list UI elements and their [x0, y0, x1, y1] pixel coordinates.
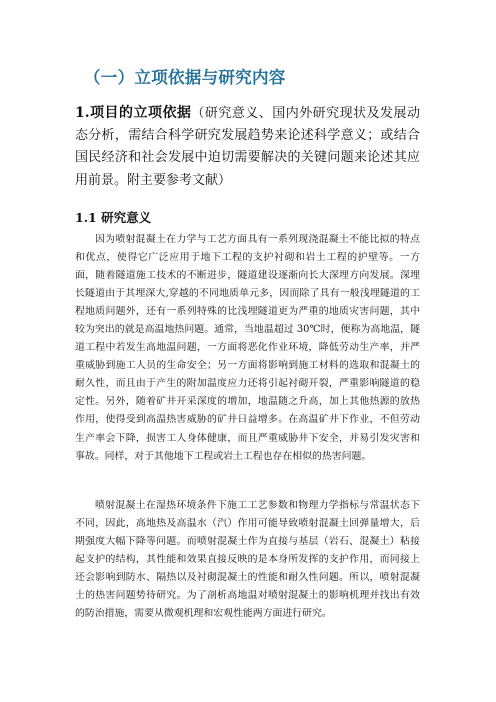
body-paragraph: 喷射混凝土在湿热环境条件下施工工艺参数和物理力学指标与常温状态下不同，因此，高地热及高温水（汽）作用可能导致喷射混凝土回弹量增大，后期强度大幅下降等问题。而喷射混凝土作为直接与基层（岩石、混凝土）粘接起支护的结构，其性能和效果直接反映的是本身所发挥的支护作用，而同接上还会影响到防水、隔热以及衬砌混凝土的性能和耐久性问题。所以，喷射混凝土的热害问题势待研究。为了剖析高地温对喷射混凝土的影响机理并找出有效的防治措施，需要从微观机理和宏观性能两方面进行研究。: [75, 500, 420, 620]
section-title: （一）立项依据与研究内容: [84, 68, 286, 87]
subsection-title: 1.1 研究意义: [75, 210, 152, 225]
lead-heading: 1.项目的立项依据: [75, 105, 192, 121]
lead-paragraph: [75, 102, 420, 192]
lead-text: （研究意义、国内外研究现状及发展动态分析，需结合科学研究发展趋势来论述科学意义；或结合国民经济和社会发展中迫切需要解决的关键问题来论述其应用前景。附主要参考文献）: [75, 106, 420, 188]
body-paragraph: 因为喷射混凝土在力学与工艺方面具有一系列现浇混凝土不能比拟的特点和优点，使得它广泛应用于地下工程的支护衬砌和岩土工程的护壁等。一方面，随着隧道施工技术的不断进步，隧道建设逐渐向长大深埋方向发展。深埋长隧道由于其埋深大,穿越的不同地质单元多，因而除了具有一般浅埋隧道的工程地质问题外，还有一系列特殊的比浅埋隧道更为严重的地质灾害问题，其中较为突出的就是高温地热问题。通常，当地温超过 30℃时，便称为高地温，隧道工程中若发生高地温问题，一方面将恶化作业环境，降低劳动生产率，并严重威胁到施工人员的生命安全；另一方面将影响到施工材料的选取和混凝土的耐久性，而且由于产生的附加温度应力还将引起衬砌开裂，严重影响隧道的稳定性。另外，随着矿井开采深度的增加，地温随之升高，加上其他热源的放热作用，使得受到高温热害威胁的矿井日益增多。在高温矿井下作业，不但劳动生产率会下降，损害工人身体健康，而且严重威胁井下安全，并易引发灾害和事故。同样，对于其他地下工程或岩土工程也存在相似的热害问题。: [75, 234, 420, 462]
